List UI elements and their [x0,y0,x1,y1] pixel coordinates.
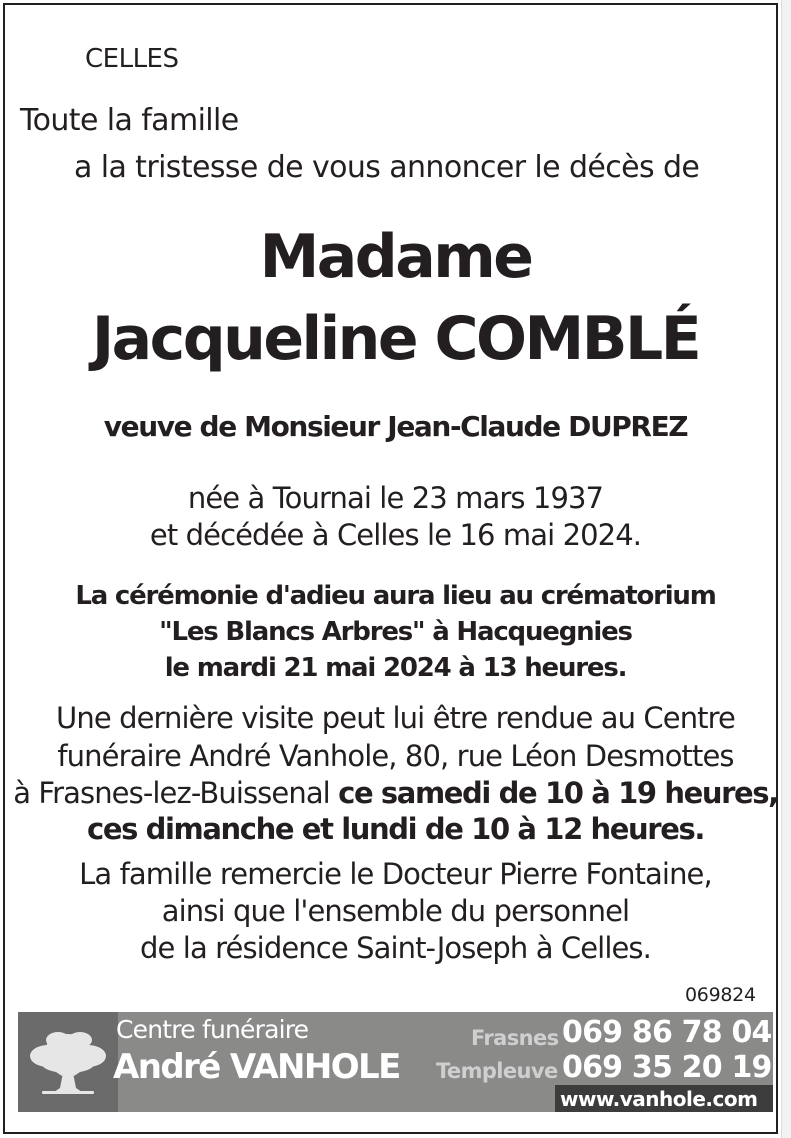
banner-label-line-2: André VANHOLE [113,1047,400,1087]
intro-line-1: Toute la famille [20,103,239,138]
town-frasnes: Frasnes [471,1026,559,1050]
banner-label-line-1: Centre funéraire [116,1015,309,1044]
deceased-name: Jacqueline COMBLÉ [91,304,700,374]
ceremony-line-1: La cérémonie d'adieu aura lieu au crématorium [75,581,716,611]
visit-line-1: Une dernière visite peut lui être rendue au Centre [56,701,735,735]
tree-icon [24,1018,112,1106]
visit-line-3 [0,776,791,810]
birth-line: née à Tournai le 23 mars 1937 [187,481,604,515]
thanks-line-1: La famille remercie le Docteur Pierre Fontaine, [79,857,712,891]
visit-line-2: funéraire André Vanhole, 80, rue Léon Desmottes [57,739,734,773]
thanks-line-3: de la résidence Saint-Joseph à Celles. [140,931,651,965]
visit-line-3-text: à Frasnes-lez-Buissenal [13,776,339,810]
town-templeuve: Templeuve [436,1059,558,1083]
phone-frasnes[interactable]: 069 86 78 04 [562,1015,772,1050]
visit-line-4 [0,812,791,846]
visit-line-3-hours: ce samedi de 10 à 19 heures, [338,776,778,810]
scrollbar[interactable] [781,0,791,1138]
death-line: et décédée à Celles le 16 mai 2024. [149,518,642,552]
spouse-line: veuve de Monsieur Jean-Claude DUPREZ [103,410,688,443]
place-heading: CELLES [85,44,179,74]
ceremony-line-3: le mardi 21 mai 2024 à 13 heures. [164,653,627,683]
deceased-title: Madame [259,222,532,292]
logo-panel [18,1012,118,1112]
thanks-line-2: ainsi que l'ensemble du personnel [161,894,630,928]
website-link[interactable]: www.vanhole.com [560,1087,758,1111]
reference-number: 069824 [685,984,756,1006]
visit-line-4-hours: ces dimanche et lundi de 10 à 12 heures. [87,812,704,846]
phone-templeuve[interactable]: 069 35 20 19 [562,1050,772,1085]
intro-line-2: a la tristesse de vous annoncer le décès de [74,150,700,185]
ceremony-line-2: "Les Blancs Arbres" à Hacquegnies [159,617,632,647]
